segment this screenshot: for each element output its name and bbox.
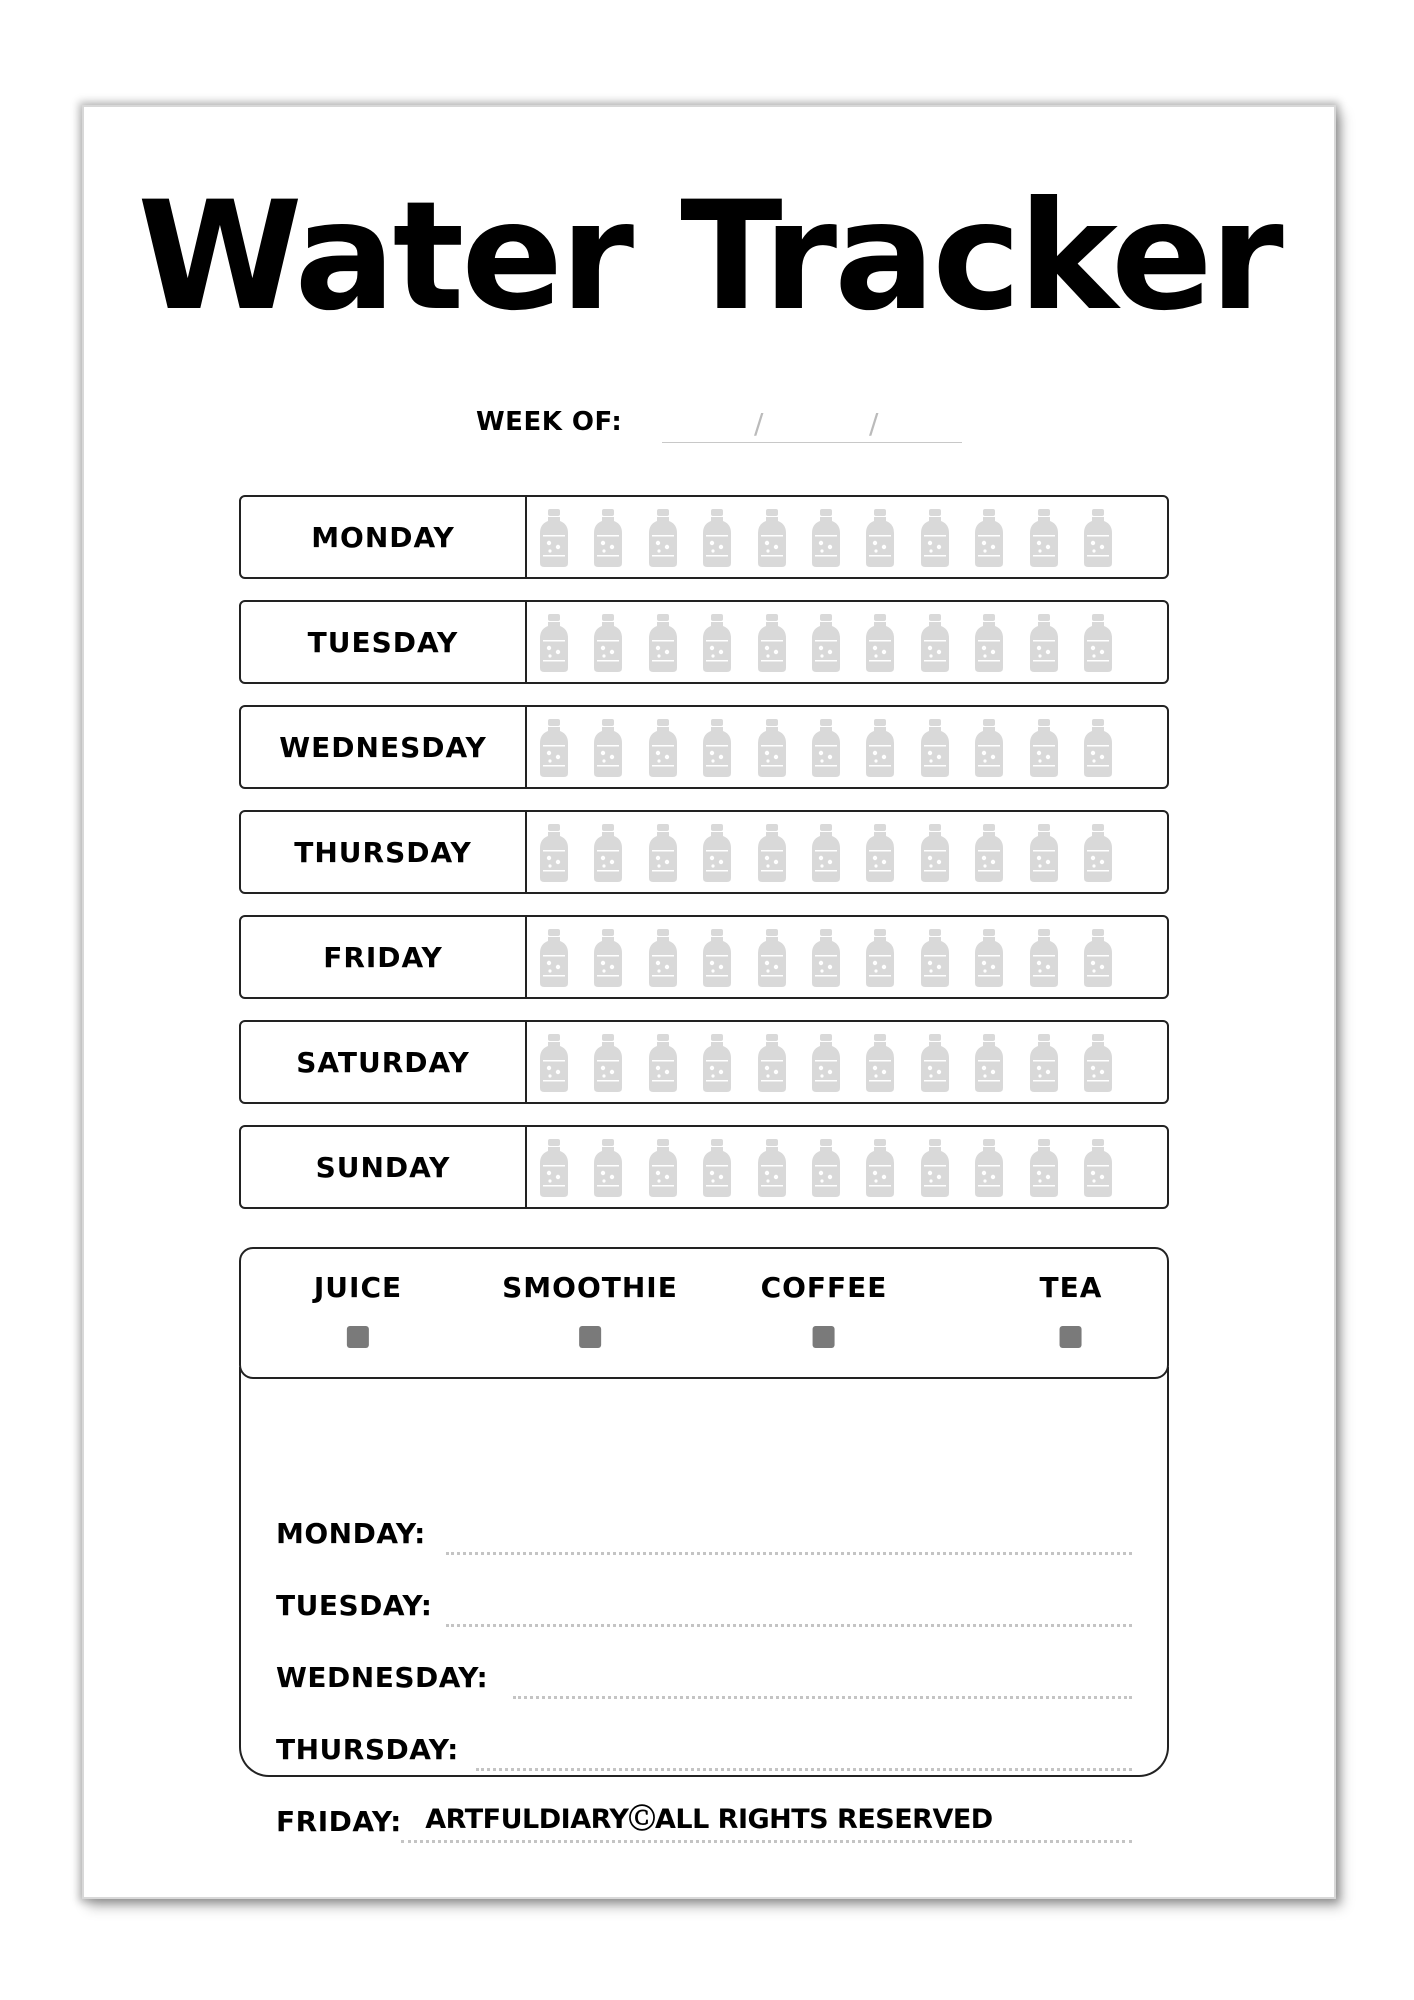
water-bottle-icon[interactable] bbox=[537, 719, 571, 777]
water-bottle-icon[interactable] bbox=[591, 929, 625, 987]
water-bottle-icon[interactable] bbox=[537, 509, 571, 567]
water-bottle-icon[interactable] bbox=[755, 1034, 789, 1092]
water-bottle-icon[interactable] bbox=[646, 719, 680, 777]
water-bottle-icon[interactable] bbox=[972, 719, 1006, 777]
day-label: SATURDAY bbox=[241, 1022, 527, 1102]
note-label-wednesday: WEDNESDAY: bbox=[276, 1661, 489, 1694]
note-label-monday: MONDAY: bbox=[276, 1517, 426, 1550]
water-bottle-icon[interactable] bbox=[700, 1034, 734, 1092]
water-bottle-icon[interactable] bbox=[809, 719, 843, 777]
water-bottle-icon[interactable] bbox=[1027, 824, 1061, 882]
tracker-page bbox=[82, 105, 1336, 1899]
water-bottle-icon[interactable] bbox=[863, 509, 897, 567]
day-row-friday bbox=[239, 915, 1169, 999]
water-bottle-icon[interactable] bbox=[918, 719, 952, 777]
smoothie-checkbox[interactable] bbox=[579, 1326, 601, 1348]
water-bottle-icon[interactable] bbox=[863, 614, 897, 672]
date-separator: / bbox=[869, 407, 879, 440]
day-label: TUESDAY bbox=[241, 602, 527, 682]
day-row-monday bbox=[239, 495, 1169, 579]
water-bottle-icon[interactable] bbox=[591, 719, 625, 777]
page-title: Water Tracker bbox=[137, 170, 1281, 344]
day-label: THURSDAY bbox=[241, 812, 527, 892]
water-bottle-icon[interactable] bbox=[918, 929, 952, 987]
water-bottle-icon[interactable] bbox=[700, 824, 734, 882]
water-bottle-icon[interactable] bbox=[918, 509, 952, 567]
drink-juice bbox=[314, 1271, 402, 1348]
water-bottle-icon[interactable] bbox=[972, 1139, 1006, 1197]
water-bottle-icon[interactable] bbox=[646, 614, 680, 672]
water-bottle-icon[interactable] bbox=[1027, 509, 1061, 567]
water-bottle-icon[interactable] bbox=[972, 929, 1006, 987]
water-bottle-icon[interactable] bbox=[972, 614, 1006, 672]
water-bottle-icon[interactable] bbox=[646, 929, 680, 987]
day-row-wednesday bbox=[239, 705, 1169, 789]
water-bottle-icon[interactable] bbox=[809, 1034, 843, 1092]
water-bottle-icon[interactable] bbox=[809, 614, 843, 672]
water-bottle-icon[interactable] bbox=[863, 1139, 897, 1197]
water-bottle-icon[interactable] bbox=[755, 614, 789, 672]
note-label-friday: FRIDAY: bbox=[276, 1805, 402, 1838]
week-of-label: WEEK OF: bbox=[476, 407, 623, 437]
juice-checkbox[interactable] bbox=[347, 1326, 369, 1348]
water-bottle-icon[interactable] bbox=[755, 719, 789, 777]
water-bottle-icon[interactable] bbox=[918, 614, 952, 672]
note-line-friday[interactable] bbox=[401, 1840, 1132, 1843]
water-bottle-icon[interactable] bbox=[755, 929, 789, 987]
water-bottle-icon[interactable] bbox=[809, 509, 843, 567]
drink-label: COFFEE bbox=[760, 1271, 888, 1304]
drink-label: JUICE bbox=[313, 1271, 403, 1304]
water-bottle-icon[interactable] bbox=[918, 824, 952, 882]
water-bottle-icon[interactable] bbox=[591, 1139, 625, 1197]
water-bottle-icon[interactable] bbox=[537, 1139, 571, 1197]
drink-label: TEA bbox=[1039, 1271, 1103, 1304]
water-bottle-icon[interactable] bbox=[537, 824, 571, 882]
water-bottle-icon[interactable] bbox=[1081, 1139, 1115, 1197]
water-bottle-icon[interactable] bbox=[972, 1034, 1006, 1092]
water-bottle-icon[interactable] bbox=[863, 719, 897, 777]
water-bottle-icon[interactable] bbox=[591, 614, 625, 672]
water-bottle-icon[interactable] bbox=[972, 509, 1006, 567]
water-bottle-icon[interactable] bbox=[1081, 509, 1115, 567]
day-row-thursday bbox=[239, 810, 1169, 894]
water-bottle-icon[interactable] bbox=[1081, 929, 1115, 987]
water-bottle-icon[interactable] bbox=[700, 1139, 734, 1197]
water-bottle-icon[interactable] bbox=[1027, 929, 1061, 987]
water-bottle-icon[interactable] bbox=[1081, 824, 1115, 882]
water-bottle-icon[interactable] bbox=[646, 1139, 680, 1197]
water-bottle-icon[interactable] bbox=[1027, 719, 1061, 777]
note-line-wednesday[interactable] bbox=[513, 1696, 1132, 1699]
water-bottle-icon[interactable] bbox=[918, 1034, 952, 1092]
water-bottle-icon[interactable] bbox=[1027, 1034, 1061, 1092]
note-label-tuesday: TUESDAY: bbox=[276, 1589, 433, 1622]
day-row-saturday bbox=[239, 1020, 1169, 1104]
note-label-thursday: THURSDAY: bbox=[276, 1733, 459, 1766]
water-bottle-icon[interactable] bbox=[863, 824, 897, 882]
water-bottle-icon[interactable] bbox=[1027, 1139, 1061, 1197]
week-of-date-field[interactable] bbox=[662, 442, 962, 443]
water-bottle-icon[interactable] bbox=[863, 929, 897, 987]
day-label: FRIDAY bbox=[241, 917, 527, 997]
day-label: MONDAY bbox=[241, 497, 527, 577]
other-drinks-box bbox=[239, 1247, 1169, 1379]
date-separator: / bbox=[754, 407, 764, 440]
water-bottle-icon[interactable] bbox=[918, 1139, 952, 1197]
copyright-footer: ARTFULDIARYⒸALL RIGHTS RESERVED bbox=[425, 1804, 993, 1835]
water-bottle-icon[interactable] bbox=[537, 929, 571, 987]
water-bottle-icon[interactable] bbox=[591, 509, 625, 567]
water-bottle-icon[interactable] bbox=[591, 824, 625, 882]
water-bottle-icon[interactable] bbox=[537, 1034, 571, 1092]
drink-coffee bbox=[761, 1271, 888, 1348]
coffee-checkbox[interactable] bbox=[813, 1326, 835, 1348]
water-bottle-icon[interactable] bbox=[646, 1034, 680, 1092]
drink-smoothie bbox=[502, 1271, 678, 1348]
water-bottle-icon[interactable] bbox=[755, 1139, 789, 1197]
water-bottle-icon[interactable] bbox=[646, 824, 680, 882]
day-label: WEDNESDAY bbox=[241, 707, 527, 787]
water-bottle-icon[interactable] bbox=[700, 929, 734, 987]
water-bottle-icon[interactable] bbox=[809, 824, 843, 882]
water-bottle-icon[interactable] bbox=[972, 824, 1006, 882]
day-row-sunday bbox=[239, 1125, 1169, 1209]
note-line-monday[interactable] bbox=[446, 1552, 1132, 1555]
water-bottle-icon[interactable] bbox=[591, 1034, 625, 1092]
note-line-thursday[interactable] bbox=[476, 1768, 1132, 1771]
water-bottle-icon[interactable] bbox=[1081, 719, 1115, 777]
water-bottle-icon[interactable] bbox=[863, 1034, 897, 1092]
water-bottle-icon[interactable] bbox=[700, 509, 734, 567]
water-bottle-icon[interactable] bbox=[755, 824, 789, 882]
water-bottle-icon[interactable] bbox=[700, 614, 734, 672]
drink-label: SMOOTHIE bbox=[502, 1271, 678, 1304]
water-bottle-icon[interactable] bbox=[700, 719, 734, 777]
water-bottle-icon[interactable] bbox=[809, 1139, 843, 1197]
day-label: SUNDAY bbox=[241, 1127, 527, 1207]
water-bottle-icon[interactable] bbox=[809, 929, 843, 987]
tea-checkbox[interactable] bbox=[1060, 1326, 1082, 1348]
water-bottle-icon[interactable] bbox=[1081, 614, 1115, 672]
water-bottle-icon[interactable] bbox=[1027, 614, 1061, 672]
drink-tea bbox=[1040, 1271, 1103, 1348]
water-bottle-icon[interactable] bbox=[755, 509, 789, 567]
water-bottle-icon[interactable] bbox=[646, 509, 680, 567]
water-bottle-icon[interactable] bbox=[537, 614, 571, 672]
day-row-tuesday bbox=[239, 600, 1169, 684]
water-bottle-icon[interactable] bbox=[1081, 1034, 1115, 1092]
note-line-tuesday[interactable] bbox=[446, 1624, 1132, 1627]
